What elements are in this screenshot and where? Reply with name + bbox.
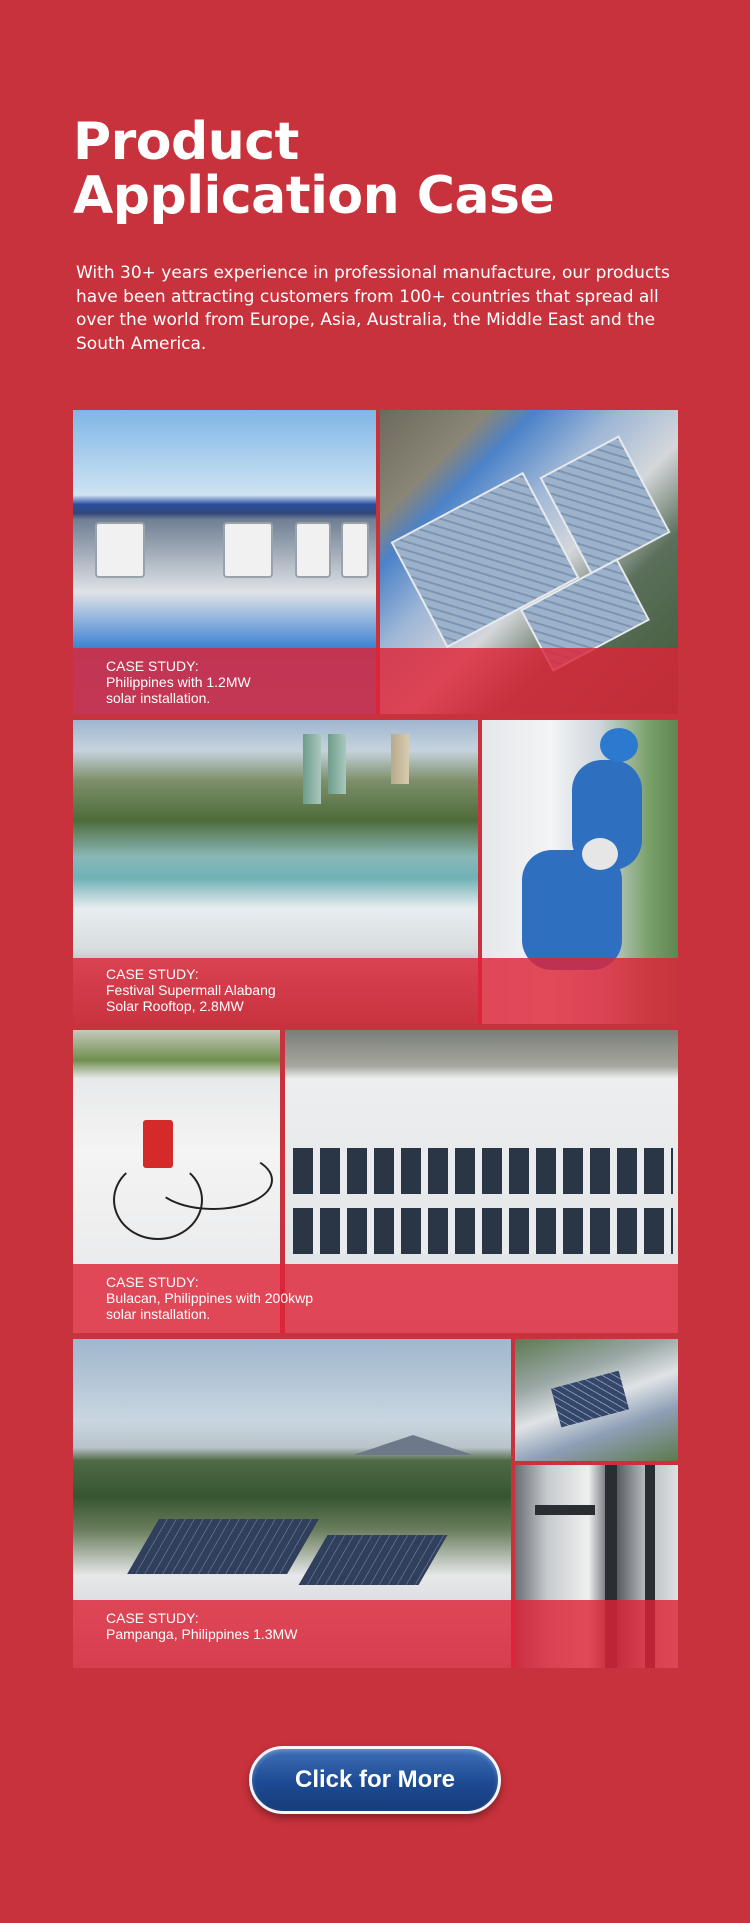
page-title — [73, 112, 555, 226]
case-4-caption: CASE STUDY: Pampanga, Philippines 1.3MW — [106, 1610, 298, 1642]
case-2-caption: CASE STUDY: Festival Supermall Alabang Solar Rooftop, 2.8MW — [106, 966, 276, 1014]
title-line-2: Application Case — [73, 166, 555, 226]
case-4-photo-facility — [515, 1339, 678, 1461]
click-for-more-button[interactable]: Click for More — [249, 1746, 501, 1814]
case-3-caption: CASE STUDY: Bulacan, Philippines with 200kwp solar installation. — [106, 1274, 314, 1322]
case-1-caption: CASE STUDY: Philippines with 1.2MW solar installation. — [106, 658, 251, 706]
title-line-1: Product — [73, 112, 299, 172]
intro-text: With 30+ years experience in professional manufacture, our products have been attracting customers from 100+ countries that spread all over the world from Europe, Asia, Australia, the Middle East and the South America. — [76, 263, 670, 354]
